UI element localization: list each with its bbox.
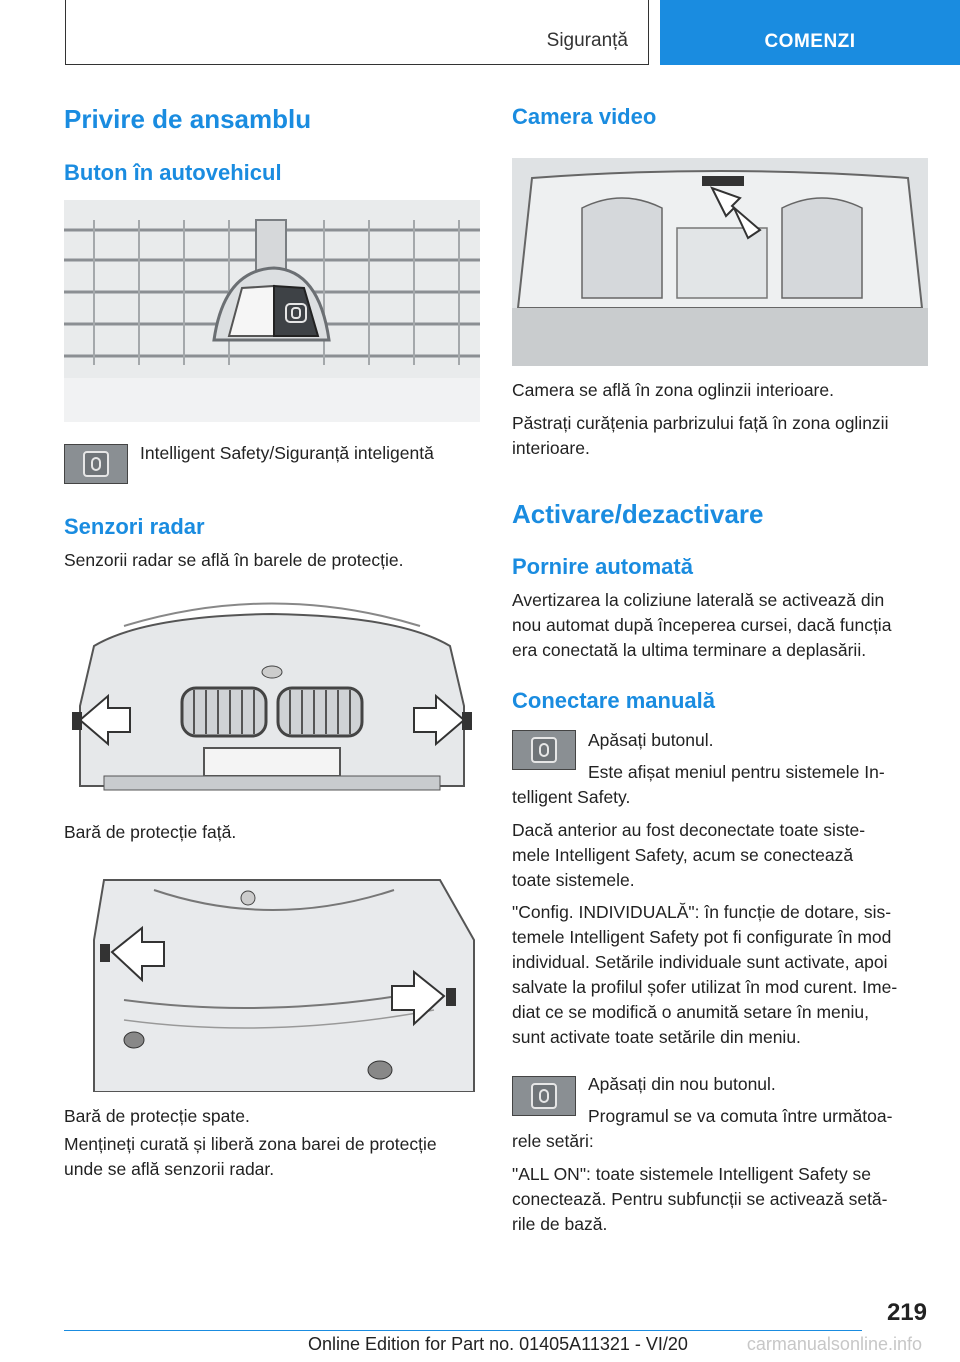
auto-line-1: Avertizarea la coliziune laterală se activează din xyxy=(512,590,885,610)
page-number: 219 xyxy=(886,1299,927,1326)
auto-line-2: nou automat după începerea cursei, dacă funcția xyxy=(512,615,892,635)
button-grille-image xyxy=(64,200,480,422)
config-line-4: salvate la profilul șofer utilizat în mod curent. Ime- xyxy=(512,977,898,997)
front-bumper-caption: Bară de protecție față. xyxy=(64,822,237,842)
heading-overview: Privire de ansamblu xyxy=(64,104,312,134)
heading-activate: Activare/dezactivare xyxy=(512,499,764,529)
config-line-3: individual. Setările individuale sunt activate, apoi xyxy=(512,952,888,972)
windshield-line-2: interioare. xyxy=(512,438,590,458)
prev-line-2: mele Intelligent Safety, acum se conectează xyxy=(512,845,854,865)
menu-line-1: Este afișat meniul pentru sistemele In- xyxy=(588,762,885,782)
auto-line-3: era conectată la ultima terminare a deplasării. xyxy=(512,640,867,660)
radar-text: Senzorii radar se află în barele de protecție. xyxy=(64,550,404,570)
heading-camera: Camera video xyxy=(512,104,657,129)
rear-bumper-caption: Bară de protecție spate. xyxy=(64,1106,250,1126)
camera-image xyxy=(512,158,928,366)
all-on-line-3: rile de bază. xyxy=(512,1214,608,1234)
config-line-2: temele Intelligent Safety pot fi configurate în mod xyxy=(512,927,892,947)
camera-text: Camera se află în zona oglinzii interioare. xyxy=(512,380,834,400)
footer-divider xyxy=(64,1330,862,1331)
watermark: carmanualsonline.info xyxy=(746,1334,922,1354)
footer-edition: Online Edition for Part no. 01405A11321 - VI/20 xyxy=(308,1334,688,1354)
header-box xyxy=(65,0,649,65)
intelligent-safety-button-icon xyxy=(64,444,128,484)
toggle-line-2: rele setări: xyxy=(512,1131,594,1151)
config-line-1: "Config. INDIVIDUALĂ": în funcție de dotare, sis- xyxy=(512,902,892,922)
chapter-tab[interactable]: COMENZI xyxy=(660,0,960,65)
config-line-5: diat ce se modifică o anumită setare în meniu, xyxy=(512,1002,869,1022)
heading-radar: Senzori radar xyxy=(64,514,205,539)
press-again-text: Apăsați din nou butonul. xyxy=(588,1074,776,1094)
prev-line-1: Dacă anterior au fost deconectate toate siste- xyxy=(512,820,866,840)
section-title: Siguranță xyxy=(546,30,628,51)
heading-manual: Conectare manuală xyxy=(512,688,715,713)
button-caption: Intelligent Safety/Siguranță inteligentă xyxy=(140,443,434,463)
rear-bumper-image xyxy=(64,870,480,1092)
press-button-text: Apăsați butonul. xyxy=(588,730,714,750)
heading-auto-start: Pornire automată xyxy=(512,554,693,579)
menu-line-2: telligent Safety. xyxy=(512,787,631,807)
config-line-6: sunt activate toate setările din meniu. xyxy=(512,1027,801,1047)
front-bumper-image xyxy=(64,586,480,808)
all-on-line-1: "ALL ON": toate sistemele Intelligent Safety se xyxy=(512,1164,872,1184)
keep-clean-line-1: Mențineți curată și liberă zona barei de protecție xyxy=(64,1134,437,1154)
intelligent-safety-button-icon-2 xyxy=(512,730,576,770)
keep-clean-line-2: unde se află senzorii radar. xyxy=(64,1159,275,1179)
heading-button: Buton în autovehicul xyxy=(64,160,282,185)
windshield-line-1: Păstrați curățenia parbrizului față în zona oglinzii xyxy=(512,413,889,433)
intelligent-safety-button-icon-3 xyxy=(512,1076,576,1116)
prev-line-3: toate sistemele. xyxy=(512,870,635,890)
toggle-line-1: Programul se va comuta între următoa- xyxy=(588,1106,893,1126)
all-on-line-2: conectează. Pentru subfuncții se activează setă- xyxy=(512,1189,888,1209)
